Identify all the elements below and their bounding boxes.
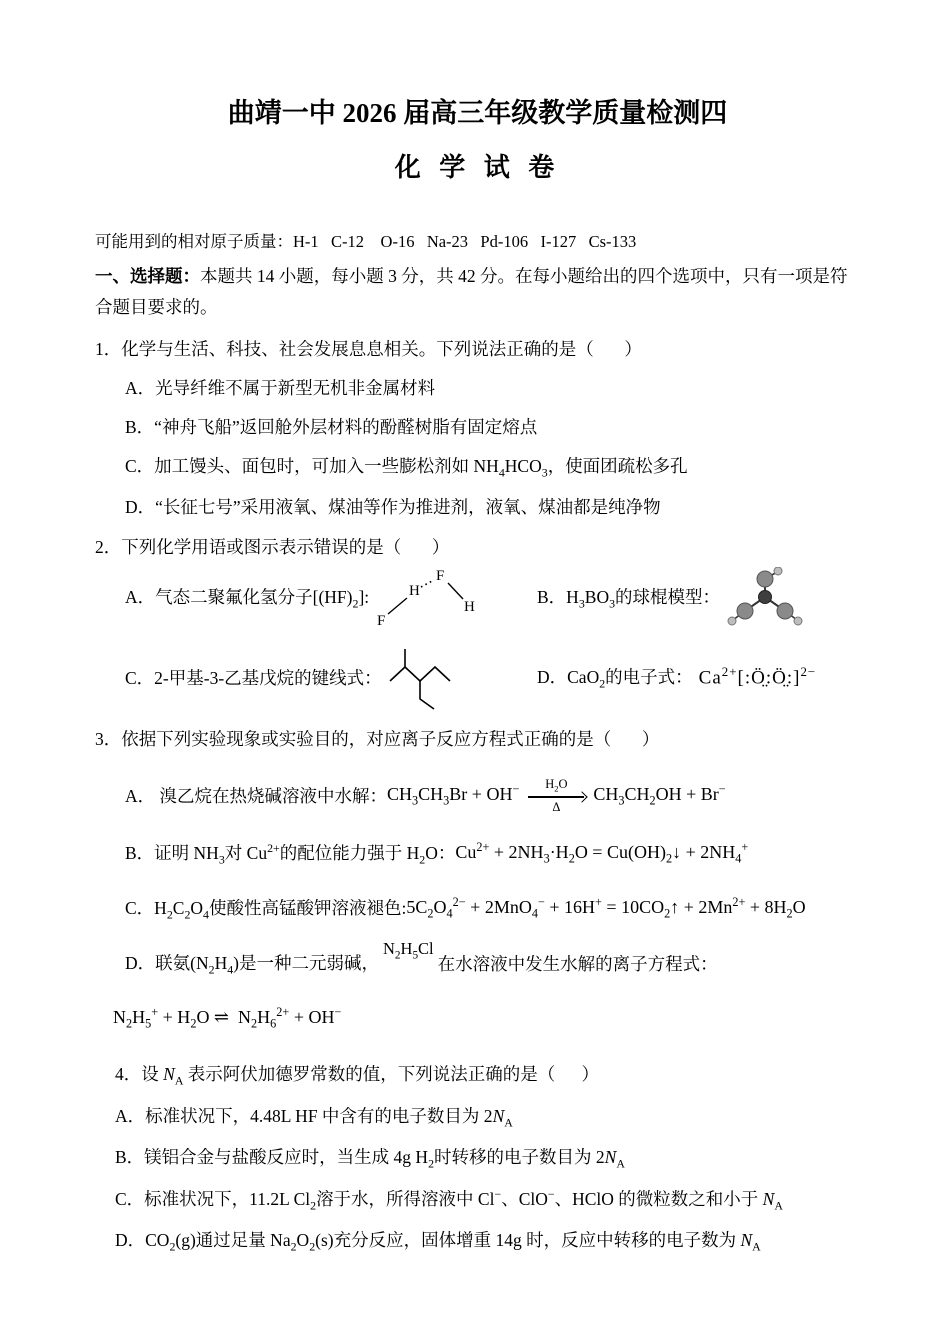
oxygen-atom <box>757 571 773 587</box>
ionic-equation: $Cu^{2+} + 2NH_3\cdot H_2O$ = $Cu(OH)_2↓ + 2NH_4^+$ <box>455 840 749 866</box>
question-1 <box>95 335 860 522</box>
ethyl-branch-line <box>420 681 434 709</box>
paper-header <box>95 96 860 185</box>
question-3-option-a-label: A． 溴乙烷在热烧碱溶液中水解： <box>125 785 388 806</box>
question-2-stem: 2．下列化学用语或图示表示错误的是（ ） <box>95 537 450 558</box>
question-3-option-c-label: C．$H_2C_2O_4$使酸性高锰酸钾溶液褪色: <box>125 897 407 922</box>
question-3-option-d <box>125 939 860 980</box>
question-2-option-c <box>125 643 537 713</box>
hf-dimer-structure <box>375 568 479 628</box>
question-2-option-b <box>537 567 806 629</box>
oxygen-atom <box>777 603 793 619</box>
hydrogen-atom <box>774 567 782 575</box>
question-2-options-cd <box>125 643 860 713</box>
question-1-option-b: B．“神舟飞船”返回舱外层材料的酚醛树脂有固定熔点 <box>125 416 538 437</box>
hydrogen-atom-label: H <box>409 583 420 600</box>
hydrogen-bond-dotted-line <box>421 580 434 587</box>
fh-bond-line <box>448 583 463 599</box>
h3bo3-ball-stick-model <box>726 567 806 629</box>
question-2-option-c-label: C．2-甲基-3-乙基戊烷的键线式： <box>125 668 382 689</box>
question-4 <box>115 1060 860 1257</box>
question-1-option-c: C．加工馒头、面包时，可加入一些膨松剂如 $NH_4HCO_3$，使面团疏松多孔 <box>125 455 688 480</box>
question-2-option-d <box>537 662 816 694</box>
question-2-option-a-label: A．气态二聚氟化氢分子$[(HF)_2]$: <box>125 586 370 611</box>
hydrogen-atom <box>794 617 802 625</box>
question-1-stem: 1．化学与生活、科技、社会发展息息相关。下列说法正确的是（ ） <box>95 338 642 359</box>
cao2-electron-formula: $Ca^{2+}[:Ö̤:Ö̤:]^{2-}$ <box>698 664 817 689</box>
arrow-line <box>528 796 584 798</box>
question-3-option-d-label-1: D．联氨$(N_2H_4)$是一种二元弱碱， <box>125 952 379 977</box>
question-4-option-b: B．镁铝合金与盐酸反应时，当生成 4g $H_2$时转移的电子数目为 $2N_A$ <box>115 1147 625 1171</box>
question-3-option-a <box>125 777 860 814</box>
main-chain-line <box>390 667 450 681</box>
question-3-stem: 3．依据下列实验现象或实验目的，对应离子反应方程式正确的是（ ） <box>95 729 660 750</box>
question-2-option-b-label: B．$H_3BO_3$的球棍模型： <box>537 586 721 611</box>
question-2 <box>95 533 860 713</box>
question-3-option-b-label: B．证明 $NH_3$对 $Cu^{2+}$的配位能力强于 $H_2O$： <box>125 840 456 867</box>
question-3-option-c <box>125 893 860 924</box>
section-description: 本题共 14 小题，每小题 3 分，共 42 分。在每小题给出的四个选项中，只有一项是符合题目要求的。 <box>95 266 848 317</box>
question-2-option-d-label: D．CaO$_2$的电子式： <box>537 666 693 691</box>
n2h5cl-formula: $N_2H_5Cl$ <box>382 939 434 962</box>
fluorine-atom-label: F <box>377 613 386 629</box>
question-4-option-c: C．标准状况下，11.2L $Cl_2$溶于水，所得溶液中 Cl−、ClO−、HClO 的微粒数之和小于 $N_A$ <box>115 1187 783 1213</box>
reaction-condition-arrow <box>528 777 584 814</box>
question-4-option-d: D．$CO_2(g)$通过足量 $Na_2O_2(s)$充分反应，固体增重 14g 时，反应中转移的电子数为 $N_A$ <box>115 1230 761 1254</box>
section-label: 一、选择题： <box>95 266 200 287</box>
atomic-mass-note: 可能用到的相对原子质量：H-1 C-12 O-16 Na-23 Pd-106 I-127 Cs-133 <box>95 231 637 251</box>
section-header <box>95 261 860 322</box>
ionic-equation: $5C_2O_4^{2-} + 2MnO_4^- + 16H^+$ = $10CO_2↑ + 2Mn^{2+} + 8H_2O$ <box>406 895 806 921</box>
question-4-stem: 4．设 $N_A$ 表示阿伏加德罗常数的值，下列说法正确的是（ ） <box>115 1064 600 1088</box>
hydrogen-atom-label: H <box>464 599 475 616</box>
question-3-option-b <box>125 838 860 869</box>
skeletal-formula-2-methyl-3-ethylpentane <box>388 643 454 713</box>
question-1-option-a: A．光导纤维不属于新型无机非金属材料 <box>125 377 436 398</box>
paper-subtitle: 化 学 试 卷 <box>394 153 561 183</box>
question-3 <box>95 725 860 1034</box>
question-4-option-a: A．标准状况下，4.48L HF 中含有的电子数目为 $2N_A$ <box>115 1105 513 1130</box>
paper-title: 曲靖一中 2026 届高三年级教学质量检测四 <box>227 98 728 128</box>
question-1-option-d: D．“长征七号”采用液氧、煤油等作为推进剂，液氧、煤油都是纯净物 <box>125 497 661 518</box>
question-3-option-d-label-2: 在水溶液中发生水解的离子方程式： <box>437 953 718 974</box>
hydrogen-atom <box>728 617 736 625</box>
question-2-options-ab <box>125 567 860 629</box>
question-2-option-a <box>125 568 537 628</box>
fh-bond-line <box>388 598 407 614</box>
question-3-option-d-equation: $N_2H_5^+ + H_2O$ ⇌ $N_2H_6^{2+} + OH^-$ <box>113 1005 342 1031</box>
equation-right: $CH_3CH_2OH + Br^-$ <box>593 782 726 808</box>
arrow-condition-top: $H_2O$ <box>545 777 568 794</box>
boron-atom <box>759 591 772 604</box>
equation-left: $CH_3CH_3Br + OH^-$ <box>387 782 520 808</box>
fluorine-atom-label: F <box>436 568 445 585</box>
arrow-head <box>577 791 588 802</box>
oxygen-atom <box>737 603 753 619</box>
arrow-condition-bottom: Δ <box>552 799 561 814</box>
